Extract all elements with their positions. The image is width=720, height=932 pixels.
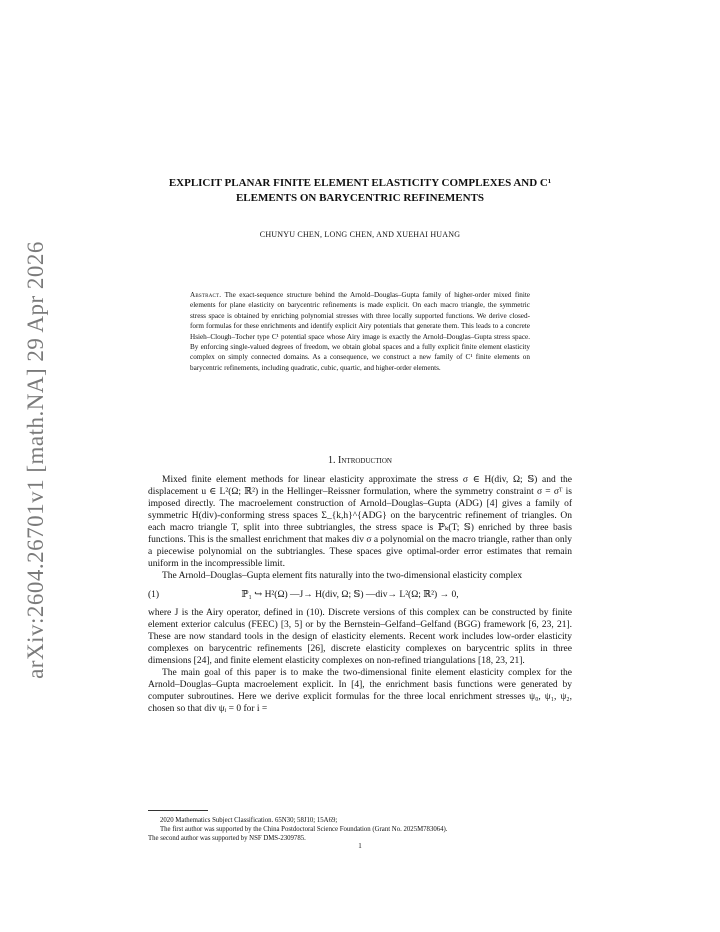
footnote-funding-1: The first author was supported by the China Postdoctoral Science Foundation (Grant No. 2025M783064).: [160, 826, 448, 833]
paragraph-1: Mixed finite element methods for linear elasticity approximate the stress σ ∈ H(div, Ω; 𝕊) and the displacement u ∈ L²(Ω; ℝ²) in the Hellinger–Reissner formulation, where the symmetry constraint σ = σᵀ is imposed directly. The macroelement construction of Arnold–Douglas–Gupta (ADG) [4] gives a family of symmetric H(div)-conforming stress spaces Σ_{k,h}^{ADG} on the barycentric refinement of triangles. On each macro triangle T, split into three subtriangles, the stress space is ℙₖ(T; 𝕊) enriched by three basis functions. This is the smallest enrichment that makes div σ a polynomial on the macro triangle, rather than only a piecewise polynomial on the subtriangles. These spaces give optimal-order error estimates that remain uniform in the incompressible limit.: [148, 475, 572, 569]
footnote-msc: 2020 Mathematics Subject Classification. 65N30; 58J10; 15A69;: [160, 817, 338, 824]
abstract-label: Abstract.: [190, 291, 222, 299]
paragraph-3: where J is the Airy operator, defined in (10). Discrete versions of this complex can be constructed by finite element exterior calculus (FEEC) [3, 5] or by the Bernstein–Gelfand–Gelfand (BGG) framework [6, 23, 21]. These are now standard tools in the design of elasticity elements. Recent work includes low-order elasticity complexes on barycentric refinements [26], discrete elasticity complexes on barycentric splits in three dimensions [24], and finite element elasticity complexes on non-refined triangulations [18, 23, 21].: [148, 608, 572, 666]
body-text: [148, 474, 572, 715]
equation-1: [148, 589, 572, 601]
paragraph-4: The main goal of this paper is to make the two-dimensional finite element elasticity complex for the Arnold–Douglas–Gupta macroelement explicit. In [4], the enrichment basis functions were generated by computer subroutines. Here we derive explicit formulas for the three local enrichment stresses ψ₀, ψ₁, ψ₂, chosen so that div ψᵢ = 0 for i =: [148, 668, 572, 714]
section-heading-text: 1. Introduction: [328, 455, 392, 466]
equation-number: (1): [148, 590, 160, 600]
section-heading: [140, 455, 580, 466]
paper-title: [140, 176, 580, 206]
paragraph-2: The Arnold–Douglas–Gupta element fits naturally into the two-dimensional elasticity complex: [162, 571, 523, 581]
footnote-funding-2: The second author was supported by NSF DMS-2309785.: [148, 835, 306, 842]
author-list: CHUNYU CHEN, LONG CHEN, AND XUEHAI HUANG: [259, 230, 461, 239]
abstract-text: The exact-sequence structure behind the Arnold–Douglas–Gupta family of higher-order mixed finite elements for plane elasticity on barycentric refinements is made explicit. On each macro triangle, the symmetric stress space is obtained by enriching polynomial stresses with three locally supported functions. We derive closed-form formulas for these enrichments and identify explicit Airy potentials that generate them. This leads to a concrete Hsieh–Clough–Tocher type C¹ potential space whose Airy image is exactly the Arnold–Douglas–Gupta stress space. By enforcing single-valued degrees of freedom, we obtain global spaces and a fully explicit finite element elasticity complex on simply connected domains. As a consequence, we construct a new family of C¹ finite elements on barycentric refinements, including quadratic, cubic, quartic, and higher-order elements.: [190, 291, 531, 372]
equation-content: ℙ₁ ↪ H²(Ω) —J→ H(div, Ω; 𝕊) —div→ L²(Ω; ℝ²) → 0,: [241, 590, 459, 600]
arxiv-id-text: arXiv:2604.26701v1 [math.NA] 29 Apr 2026: [23, 241, 48, 679]
footnotes: [148, 816, 572, 843]
abstract: [190, 290, 530, 373]
title-line-2: ELEMENTS ON BARYCENTRIC REFINEMENTS: [235, 192, 485, 204]
page-number: 1: [358, 842, 362, 850]
arxiv-identifier-stamp: [8, 240, 64, 680]
footnote-rule: [148, 810, 208, 811]
title-line-1: EXPLICIT PLANAR FINITE ELEMENT ELASTICITY COMPLEXES AND C¹: [168, 177, 552, 189]
